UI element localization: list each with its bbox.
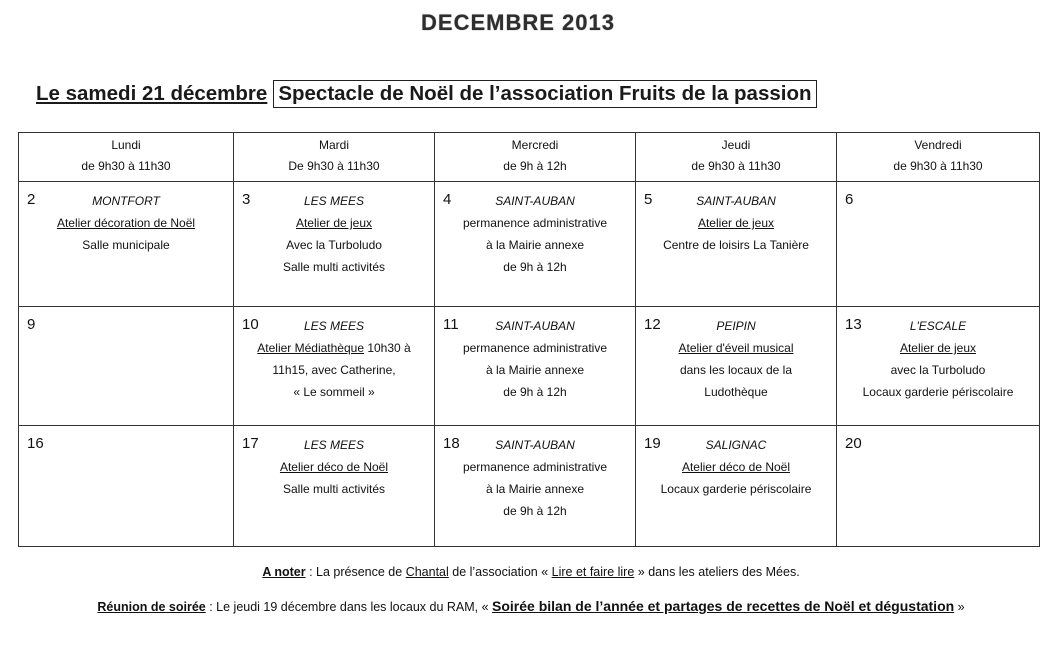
page-title: DECEMBRE 2013 xyxy=(421,10,615,35)
day-number: 4 xyxy=(443,191,452,208)
day-cell xyxy=(837,182,1040,307)
day-detail: « Le sommeil » xyxy=(293,385,375,399)
day-cell xyxy=(19,182,234,307)
day-cell xyxy=(636,426,837,547)
day-detail: Locaux garderie périscolaire xyxy=(862,385,1014,399)
day-cell xyxy=(837,307,1040,426)
day-cell xyxy=(234,426,435,547)
day-cell xyxy=(234,182,435,307)
day-location: SAINT-AUBAN xyxy=(696,194,776,208)
day-detail: Salle multi activités xyxy=(282,482,386,496)
day-cell xyxy=(837,426,1040,547)
day-number: 17 xyxy=(242,435,259,452)
day-activity: Atelier de jeux xyxy=(295,216,373,230)
day-activity: Atelier de jeux xyxy=(899,341,977,355)
event-banner xyxy=(36,79,817,109)
day-cell xyxy=(19,307,234,426)
day-number: 12 xyxy=(644,316,661,333)
day-detail: Avec la Turboludo xyxy=(286,238,382,252)
meeting-text: : Le jeudi 19 décembre dans les locaux du RAM, « xyxy=(205,600,493,614)
column-header: Vendredi de 9h30 à 11h30 xyxy=(837,133,1040,182)
day-detail: à la Mairie annexe xyxy=(485,363,585,377)
day-location: SAINT-AUBAN xyxy=(495,194,575,208)
day-number: 20 xyxy=(845,435,862,452)
calendar-table xyxy=(18,132,1040,547)
day-cell xyxy=(435,426,636,547)
column-header: Lundi de 9h30 à 11h30 xyxy=(19,133,234,182)
meeting-line xyxy=(0,598,1062,614)
day-detail: Ludothèque xyxy=(704,385,768,399)
note-name: Chantal xyxy=(405,565,449,579)
day-detail: de 9h à 12h xyxy=(503,504,567,518)
day-location: L'ESCALE xyxy=(909,319,967,333)
note-text: : La présence de xyxy=(305,565,406,579)
day-location: PEIPIN xyxy=(716,319,756,333)
day-detail: Centre de loisirs La Tanière xyxy=(663,238,809,252)
day-number: 11 xyxy=(443,316,459,333)
day-detail: dans les locaux de la xyxy=(679,363,793,377)
day-location: LES MEES xyxy=(303,438,365,452)
day-detail: à la Mairie annexe xyxy=(485,482,585,496)
day-cell xyxy=(636,307,837,426)
day-number: 2 xyxy=(27,191,36,208)
day-location: MONTFORT xyxy=(92,194,160,208)
day-location: SALIGNAC xyxy=(705,438,767,452)
day-activity: Atelier décoration de Noël xyxy=(56,216,196,230)
day-location: SAINT-AUBAN xyxy=(495,319,575,333)
day-activity: Atelier Médiathèque xyxy=(257,341,364,355)
day-cell xyxy=(435,182,636,307)
calendar-week-row xyxy=(19,182,1040,307)
day-number: 3 xyxy=(242,191,251,208)
note-label: A noter xyxy=(262,565,306,579)
day-activity: Atelier de jeux xyxy=(697,216,775,230)
day-activity: Atelier d'éveil musical xyxy=(678,341,794,355)
event-date: Le samedi 21 décembre xyxy=(36,82,268,105)
day-number: 18 xyxy=(443,435,460,452)
day-location: SAINT-AUBAN xyxy=(495,438,575,452)
note-text: » dans les ateliers des Mées. xyxy=(634,565,800,579)
calendar-week-row xyxy=(19,307,1040,426)
column-header: Mardi De 9h30 à 11h30 xyxy=(234,133,435,182)
day-detail: 11h15, avec Catherine, xyxy=(272,363,396,377)
day-number: 10 xyxy=(242,316,259,333)
day-cell xyxy=(234,307,435,426)
day-cell xyxy=(435,307,636,426)
day-detail: à la Mairie annexe xyxy=(485,238,585,252)
day-detail: permanence administrative xyxy=(462,216,608,230)
day-activity: Atelier déco de Noël xyxy=(279,460,389,474)
day-detail: de 9h à 12h xyxy=(503,385,567,399)
day-detail: de 9h à 12h xyxy=(503,260,567,274)
day-activity-suffix: 10h30 à xyxy=(364,341,411,355)
note-line xyxy=(0,565,1062,579)
event-title: Spectacle de Noël de l’association Fruits de la passion xyxy=(273,80,816,108)
note-text: de l’association « xyxy=(448,565,552,579)
calendar-week-row xyxy=(19,426,1040,547)
day-number: 16 xyxy=(27,435,44,452)
day-activity: Atelier déco de Noël xyxy=(681,460,791,474)
calendar-header-row xyxy=(19,133,1040,182)
meeting-highlight: Soirée bilan de l’année et partages de recettes de Noël et dégustation xyxy=(492,598,955,614)
day-location: LES MEES xyxy=(303,319,365,333)
day-cell xyxy=(636,182,837,307)
meeting-label: Réunion de soirée xyxy=(97,600,206,614)
day-cell xyxy=(19,426,234,547)
day-detail: permanence administrative xyxy=(462,460,608,474)
day-detail: avec la Turboludo xyxy=(890,363,986,377)
day-detail: permanence administrative xyxy=(462,341,608,355)
note-association: Lire et faire lire xyxy=(551,565,635,579)
meeting-text: » xyxy=(954,600,965,614)
column-header: Mercredi de 9h à 12h xyxy=(435,133,636,182)
day-number: 6 xyxy=(845,191,854,208)
day-number: 9 xyxy=(27,316,36,333)
day-detail: Locaux garderie périscolaire xyxy=(660,482,812,496)
day-detail: Salle municipale xyxy=(82,238,170,252)
day-number: 5 xyxy=(644,191,653,208)
column-header: Jeudi de 9h30 à 11h30 xyxy=(636,133,837,182)
day-number: 19 xyxy=(644,435,661,452)
day-detail: Salle multi activités xyxy=(282,260,386,274)
day-location: LES MEES xyxy=(303,194,365,208)
day-number: 13 xyxy=(845,316,862,333)
